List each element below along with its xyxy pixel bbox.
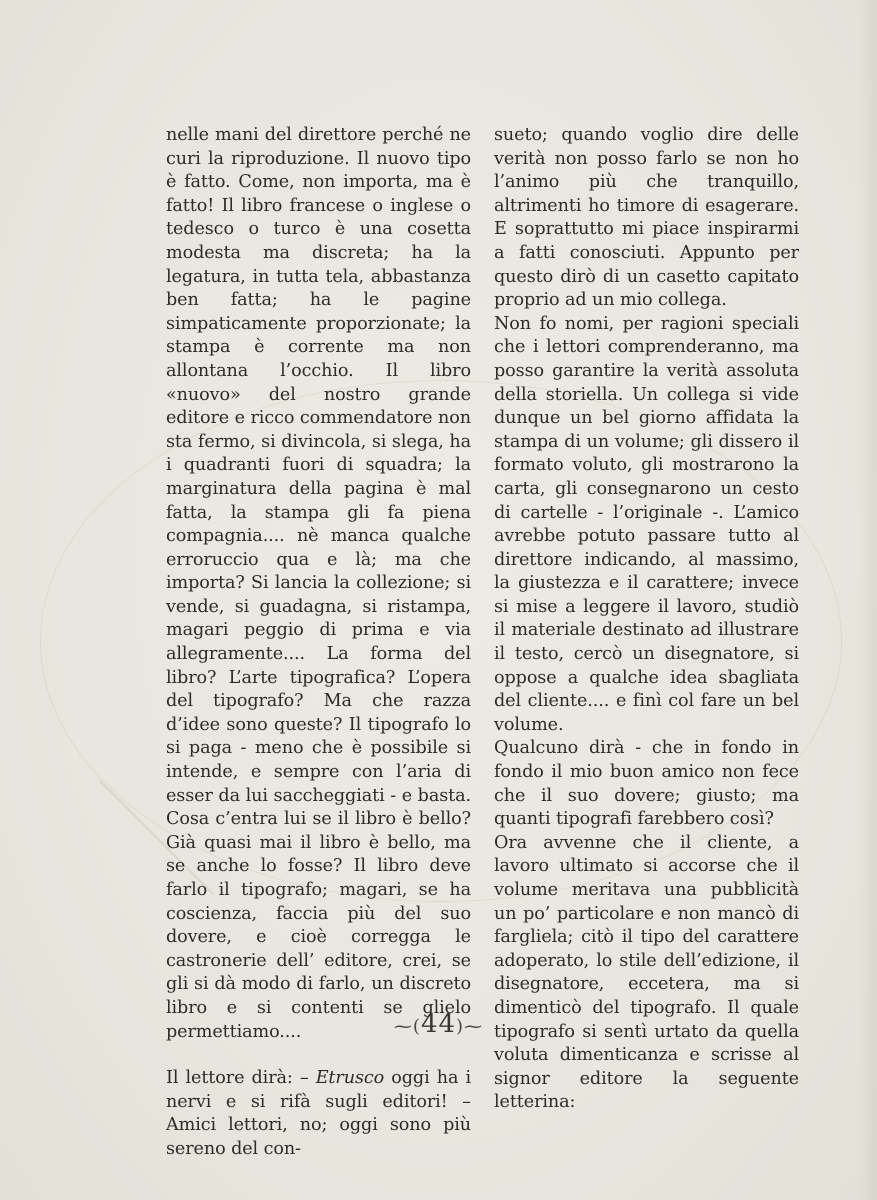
left-paragraph-2-start: Il lettore dirà: – (166, 1068, 316, 1089)
right-paragraph-4: Ora avvenne che il cliente, a lavoro ultimato si accorse che il volume meritava una pubblicità un po’ particolare e non mancò di fargliela; citò il tipo del carattere adoperato, lo stile dell’edizione, il disegnatore, eccetera, ma si dimenticò del tipografo. Il quale tipografo si sentì urtato da quella voluta dimenticanza e scrisse al signor editore la seguente letterina: (494, 832, 799, 1113)
right-paragraph-3: Qualcuno dirà - che in fondo in fondo il mio buon amico non fece che il suo dovere; giusto; ma quanti tipografi farebbero così? (494, 738, 799, 830)
right-paragraph-2: Non fo nomi, per ragioni speciali che i lettori comprenderanno, ma posso garantire la verità assoluta della storiella. Un collega si vide dunque un bel giorno affidata la stampa di un volume; gli dissero il formato voluto, gli mostrarono la carta, gli consegnarono un cesto di cartelle - l’originale -. L’amico avrebbe potuto passare tutto al direttore indicando, al massimo, la giustezza e il carattere; invece si mise a leggere il lavoro, studiò il materiale destinato ad illustrare il testo, cercò un disegnatore, si oppose a qualche idea sbagliata del cliente.... e finì col fare un bel volume. (494, 313, 799, 735)
left-paragraph-2 (166, 1067, 471, 1161)
right-text-column (494, 124, 799, 1115)
etrusco-italic: Etrusco (315, 1068, 385, 1089)
right-paragraph-1: sueto; quando voglio dire delle verità non posso farlo se non ho l’animo più che tranquillo, altrimenti ho timore di esagerare. E soprattutto mi piace inspirarmi a fatti conosciuti. Appunto per questo dirò di un casetto capitato proprio ad un mio collega. (494, 125, 799, 311)
left-paragraph-2-end: oggi ha i nervi e si rifà sugli editori! – Amici lettori, no; oggi sono più sereno del con- (166, 1068, 471, 1159)
left-paragraph-1: nelle mani del direttore perché ne curi la riproduzione. Il nuovo tipo è fatto. Come, non importa, ma è fatto! Il libro francese o inglese o tedesco o turco è una cosetta modesta ma discreta; ha la legatura, in tutta tela, abbastanza ben fatta; ha le pagine simpaticamente proporzionate; la stampa è corrente ma non allontana l’occhio. Il libro «nuovo» del nostro grande editore e ricco commendatore non sta fermo, si divincola, si slega, ha i quadranti fuori di squadra; la marginatura della pagina è mal fatta, la stampa gli fa piena compagnia.... nè manca qualche erroruccio qua e là; ma che importa? Si lancia la collezione; si vende, si guadagna, si ristampa, magari peggio di prima e via allegramente.... La forma del libro? L’arte tipografica? L’opera del tipografo? Ma che razza d’idee sono queste? Il tipografo lo si paga - meno che è possibile si intende, e sempre con l’aria di esser da lui saccheggiati - e basta. Cosa c’entra lui se il libro è bello? Già quasi mai il libro è bello, ma se anche lo fosse? Il libro deve farlo il tipografo; magari, se ha coscienza, faccia più del suo dovere, e cioè corregga le castronerie dell’ editore, crei, se gli si dà modo di farlo, un discreto libro e si contenti se glielo permettiamo.... (166, 125, 471, 1042)
folio-ornament-left: ⁓( (393, 1016, 421, 1037)
page-number-value: 44 (420, 1009, 457, 1039)
page-number (0, 1009, 877, 1039)
folio-ornament-right: )⁓ (456, 1016, 484, 1037)
left-text-column (166, 124, 471, 1162)
